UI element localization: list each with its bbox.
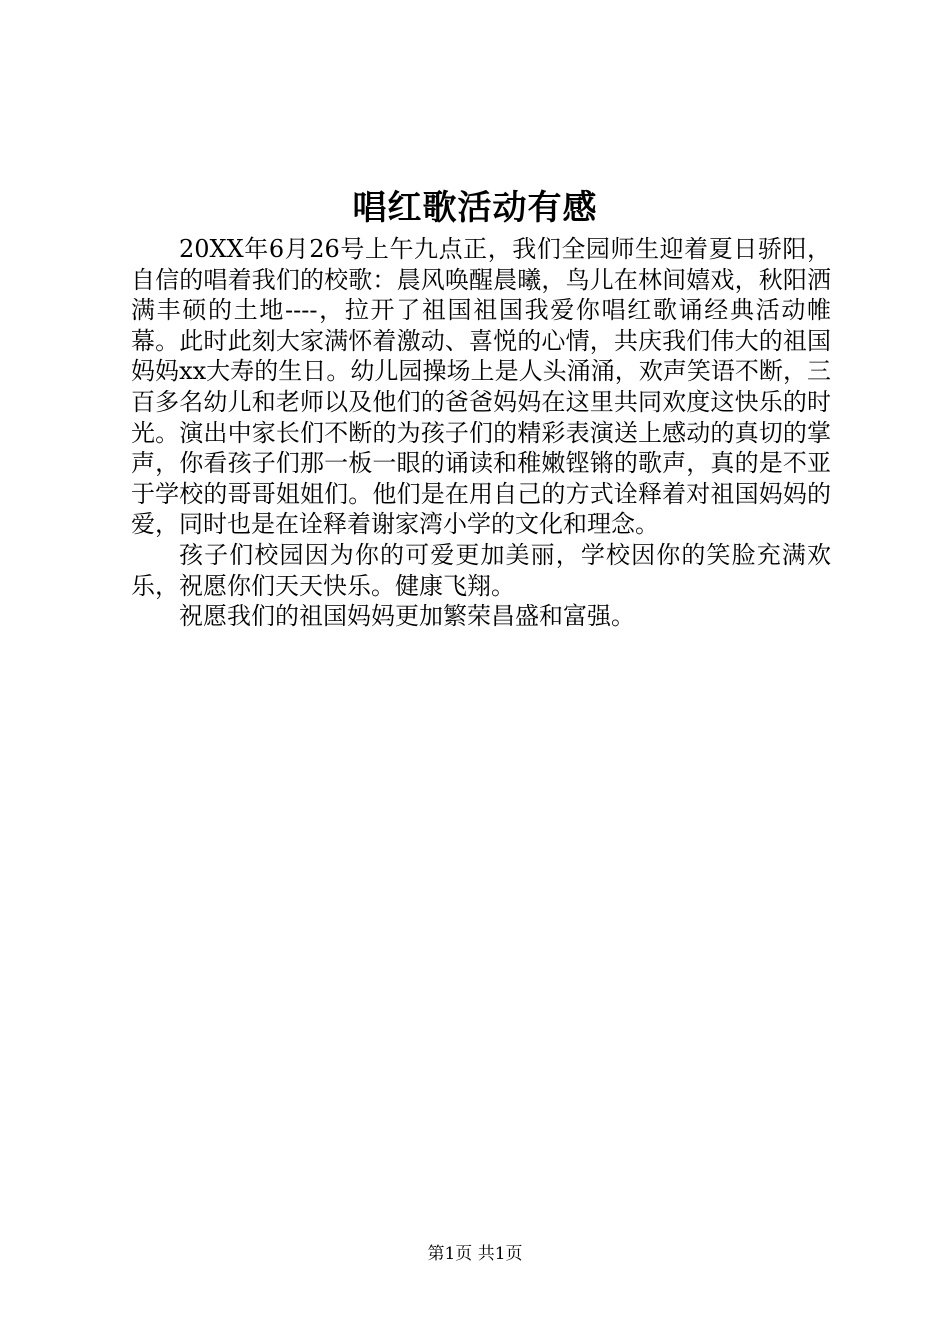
document-title: 唱红歌活动有感 (352, 188, 598, 228)
paragraph-1: 20XX年6月26号上午九点正，我们全园师生迎着夏日骄阳，自信的唱着我们的校歌：晨风唤醒晨曦，鸟儿在林间嬉戏，秋阳洒满丰硕的土地----，拉开了祖国祖国我爱你唱红歌诵经典活动帷幕。此时此刻大家满怀着激动、喜悦的心情，共庆我们伟大的祖国妈妈xx大寿的生日。幼儿园操场上是人头涌涌，欢声笑语不断，三百多名幼儿和老师以及他们的爸爸妈妈在这里共同欢度这快乐的时光。演出中家长们不断的为孩子们的精彩表演送上感动的真切的掌声，你看孩子们那一板一眼的诵读和稚嫩铿锵的歌声，真的是不亚于学校的哥哥姐姐们。他们是在用自己的方式诠释着对祖国妈妈的爱，同时也是在诠释着谢家湾小学的文化和理念。 (131, 235, 831, 539)
page-footer: 第1页 共1页 (427, 1244, 523, 1264)
paragraph-3: 祝愿我们的祖国妈妈更加繁荣昌盛和富强。 (179, 602, 635, 631)
paragraph-2: 孩子们校园因为你的可爱更加美丽，学校因你的笑脸充满欢乐，祝愿你们天天快乐。健康飞翔。 (131, 540, 831, 600)
document-body (131, 234, 831, 632)
